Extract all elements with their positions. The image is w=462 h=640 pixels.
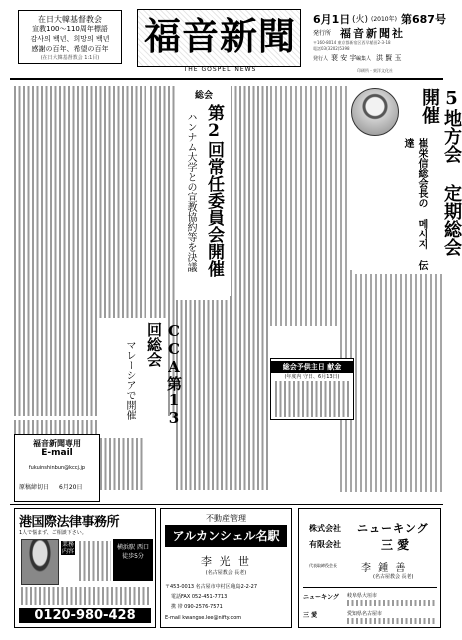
corner-line-5: (在日大韓基督教会 1:1目) (40, 55, 100, 61)
issue-year: (2010年) (371, 16, 397, 23)
editor-label: 編集人 (356, 56, 372, 62)
corner-line-4: 感謝の百年、希望の百年 (31, 45, 109, 53)
law-badge: 業務内容 (61, 541, 74, 555)
realty-mobile: 携 帯 090-2576-7571 (171, 604, 223, 610)
realty-company: アルカンシェル名駅 (165, 525, 287, 547)
nuking-rep: 李 鍾 善 (361, 563, 408, 574)
notice-body (275, 381, 349, 417)
email-subtitle: E-mail (41, 448, 73, 458)
corner-line-1: 在日大韓基督教会 (38, 15, 102, 24)
corner-line-3: 감사의 백년、희망의 백년 (30, 35, 110, 43)
email-title: 福音新聞専用 (33, 439, 81, 448)
law-address (21, 587, 151, 605)
notice-date: (年度内 守日、6月13日) (284, 374, 340, 380)
nuking-rep-label: 代表取締役会長 (309, 563, 337, 568)
law-firm-tagline: 1人で悩まず、ご相談下さい。 (19, 530, 87, 536)
center-article-headline: 第2回常任委員会開催 (204, 104, 224, 277)
nuking-divider (303, 587, 437, 588)
realty-label: 不動産管理 (206, 514, 246, 523)
publisher-label: 発行所 (313, 30, 332, 37)
ad-law-firm (14, 508, 156, 628)
issuer-name: 裵 安 宇 (331, 54, 357, 62)
realty-email[interactable]: E-mail kwangse.lee@nifty.com (165, 615, 242, 621)
ad-realty (160, 508, 292, 628)
text-block-lower-right (340, 270, 442, 492)
issue-number: 第687号 (401, 13, 446, 26)
realty-address: 〒453-0013 名古屋市中村区亀島2-2-27 (165, 584, 257, 590)
lead-subhead: 崔栄信総会長の 메시지 伝達 (402, 138, 427, 270)
center-article-subhead: ハンナム大学との宣教協約等を決議 (185, 112, 196, 272)
law-phone[interactable]: 0120-980-428 (19, 608, 151, 623)
corner-line-2: 宣教100〜110周年標語 (32, 25, 108, 33)
publisher-name: 福音新聞社 (340, 27, 405, 40)
nuking-co2-prefix: 有限会社 (309, 540, 341, 549)
publisher-address: 〒160-8014 東京都新宿区西早稲田2-3-18 (313, 40, 391, 45)
text-block-lower-center (176, 300, 268, 490)
realty-person: 李 光 世 (201, 555, 251, 568)
printer-info: 印刷所・東洋文化社 (357, 68, 393, 73)
nuking-co2: 三 愛 (381, 538, 410, 552)
ad-section-rule (10, 504, 443, 505)
text-block-right (270, 86, 348, 326)
deadline-label: 原稿締切日 (19, 484, 50, 491)
offering-notice-box (270, 358, 354, 420)
law-firm-name: 港国際法律事務所 (19, 515, 120, 530)
nuking-branch-detail (347, 600, 435, 606)
header-rule (10, 78, 443, 80)
issuer-label: 発行人 (313, 56, 329, 62)
realty-tel: 電話FAX 052-451-7713 (171, 594, 228, 600)
realty-role: (名古屋教会 長老) (205, 570, 247, 576)
nuking-branch-label: ニューキング (303, 594, 339, 601)
ad-nuking (298, 508, 441, 628)
email-address[interactable]: fukuinshinbun@kccj.jp (28, 465, 86, 471)
notice-title: 総会予供主日 献金 (271, 361, 353, 373)
cca-headline: CCA第13回総会 (145, 322, 183, 427)
nuking-branch-addr: 岐阜県大垣市 (347, 593, 378, 599)
sanai-branch-addr: 愛知県名古屋市 (347, 611, 383, 617)
lawyer-photo (21, 539, 59, 585)
issue-date: 6月1日 (313, 13, 351, 26)
lead-headline: 5地方会 定期総会 開催 (419, 88, 462, 256)
editor-name: 洪 賢 玉 (376, 54, 402, 62)
nuking-co1-prefix: 株式会社 (309, 524, 341, 533)
sanai-branch-detail (347, 618, 435, 624)
author-photo (351, 88, 399, 136)
email-info-box (14, 434, 100, 502)
masthead-title: 福音新聞 (144, 14, 296, 58)
center-article-label: 総会 (195, 91, 214, 101)
nuking-co1: ニューキング (357, 522, 429, 535)
law-station: 横浜駅 西口 徒歩5分 (113, 539, 153, 581)
law-services (79, 541, 111, 581)
sanai-branch-label: 三 愛 (303, 612, 318, 619)
cca-subhead: マレーシアで開催 (124, 340, 135, 420)
deadline-date: 6月20日 (59, 484, 83, 491)
nuking-rep-role: (名古屋教会 長老) (373, 574, 414, 580)
corner-slogan-box (18, 10, 122, 64)
issue-weekday: (火) (352, 15, 369, 25)
publisher-phone: 電話03(3202)5398 (313, 46, 350, 51)
masthead-subtitle: THE GOSPEL NEWS (183, 66, 257, 73)
